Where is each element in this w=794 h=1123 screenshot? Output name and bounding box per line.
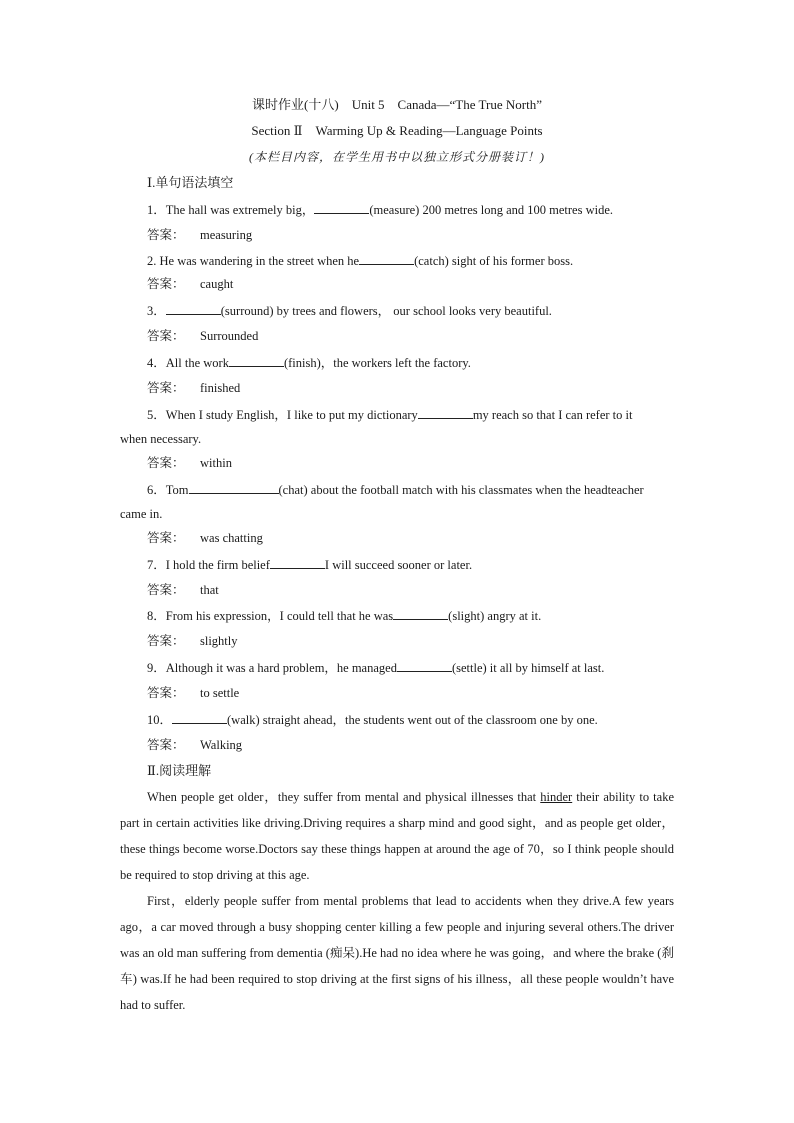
answer-9: 答案： to settle — [147, 686, 240, 700]
passage-paragraph-2: First，elderly people suffer from mental problems that lead to accidents when they drive.A few years ago，a car moved through a busy shopping center killing a few people and injuring several others.The driver was an old man suffering from dementia (痴呆).He had no idea where he was going，and where the brake (刹车) was.If he had been required to stop driving at the first signs of his illness，all these people wouldn’t have had to suffer. — [120, 894, 674, 1012]
answer-6: 答案： was chatting — [147, 531, 263, 545]
reading-passage — [120, 784, 674, 1018]
answer-label: 答案： — [147, 228, 185, 242]
answer-4: 答案： finished — [147, 381, 241, 395]
question-4: 4．All the work (finish)，the workers left the factory. — [147, 356, 471, 370]
answer-blank — [359, 252, 414, 265]
answer-3: 答案： Surrounded — [147, 329, 259, 343]
underlined-word: hinder — [540, 790, 573, 804]
page-title: 课时作业(十八) Unit 5 Canada—“The True North” — [252, 97, 542, 112]
question-1: 1．The hall was extremely big， (measure) 200 metres long and 100 metres wide. — [147, 203, 614, 217]
answer-blank — [314, 201, 369, 214]
question-8: 8．From his expression，I could tell that he was (slight) angry at it. — [147, 609, 542, 623]
question-3: 3． (surround) by trees and flowers， our school looks very beautiful. — [147, 304, 552, 318]
question-2: 2. He was wandering in the street when he (catch) sight of his former boss. — [147, 254, 574, 268]
answer-label: 答案： — [147, 634, 185, 648]
question-6-continued: came in. — [120, 507, 163, 521]
question-9: 9．Although it was a hard problem，he managed (settle) it all by himself at last. — [147, 661, 605, 675]
answer-2: 答案： caught — [147, 277, 234, 291]
answer-1: 答案： measuring — [147, 228, 253, 242]
answer-blank — [418, 406, 473, 419]
answer-blank — [166, 302, 221, 315]
answer-blank — [229, 354, 284, 367]
answer-blank — [393, 607, 448, 620]
answer-blank — [189, 481, 279, 494]
answer-8: 答案： slightly — [147, 634, 238, 648]
question-10: 10． (walk) straight ahead，the students went out of the classroom one by one. — [147, 713, 598, 727]
answer-label: 答案： — [147, 738, 185, 752]
answer-label: 答案： — [147, 583, 185, 597]
answer-label: 答案： — [147, 456, 185, 470]
question-7: 7．I hold the firm belief I will succeed sooner or later. — [147, 558, 473, 572]
page-subtitle: Section Ⅱ Warming Up & Reading—Language Points — [251, 123, 543, 138]
answer-7: 答案： that — [147, 583, 219, 597]
binding-note: (本栏目内容，在学生用书中以独立形式分册装订！) — [249, 150, 545, 164]
answer-10: 答案： Walking — [147, 738, 243, 752]
question-5-continued: when necessary. — [120, 432, 202, 446]
answer-label: 答案： — [147, 686, 185, 700]
passage-paragraph-1: When people get older，they suffer from mental and physical illnesses that hinder their ability to take part in certain activities like driving.Driving requires a sharp mind and good sight，and as people get older，these things become worse.Doctors say these things happen at around the age of 70，so I think people should be required to stop driving at this age. — [120, 790, 674, 882]
answer-5: 答案： within — [147, 456, 232, 470]
question-5: 5．When I study English，I like to put my dictionary my reach so that I can refer to it — [147, 408, 633, 422]
section-2-heading: Ⅱ.阅读理解 — [147, 763, 212, 778]
answer-label: 答案： — [147, 329, 185, 343]
answer-blank — [172, 711, 227, 724]
answer-label: 答案： — [147, 381, 185, 395]
answer-blank — [270, 556, 325, 569]
section-1-heading: Ⅰ.单句语法填空 — [147, 175, 234, 190]
answer-blank — [397, 659, 452, 672]
question-6: 6．Tom (chat) about the football match with his classmates when the headteacher — [147, 483, 644, 497]
answer-label: 答案： — [147, 531, 185, 545]
answer-label: 答案： — [147, 277, 185, 291]
